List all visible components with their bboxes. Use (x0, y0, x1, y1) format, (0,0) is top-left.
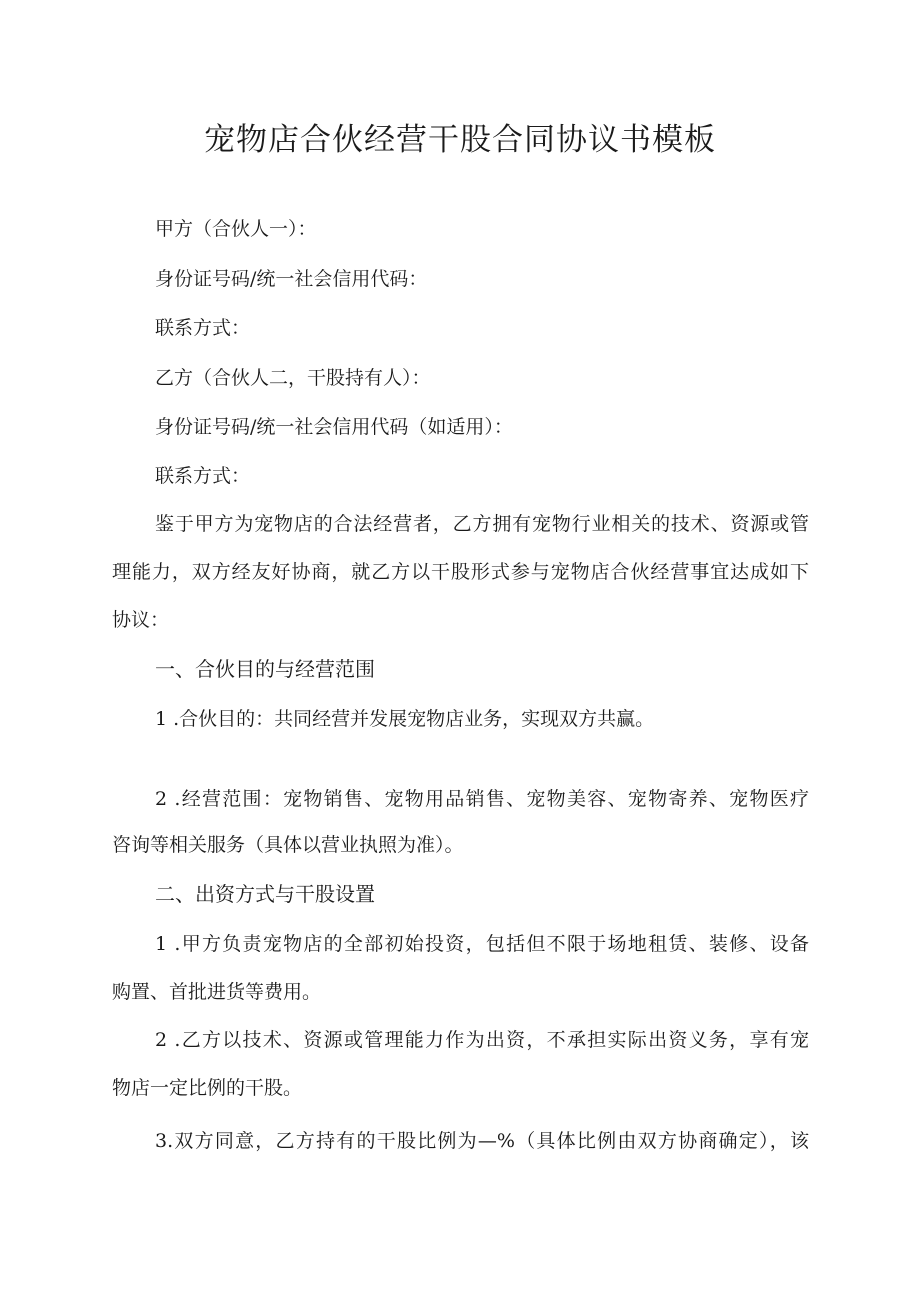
party-a-id-label: 身份证号码/统一社会信用代码： (155, 268, 428, 290)
party-a-contact-label: 联系方式： (155, 317, 251, 339)
section2-item3: 3.双方同意，乙方持有的干股比例为—%（具体比例由双方协商确定），该 (155, 1130, 809, 1152)
section2-item1-line: 购置、首批进货等费用。 (112, 981, 322, 1003)
preamble-line: 理能力，双方经友好协商，就乙方以干股形式参与宠物店合伙经营事宜达成如下 (112, 561, 809, 583)
section2-item1-line: 1 .甲方负责宠物店的全部初始投资，包括但不限于场地租赁、装修、设备 (155, 933, 809, 955)
section1-item2-line: 2 .经营范围：宠物销售、宠物用品销售、宠物美容、宠物寄养、宠物医疗 (155, 788, 809, 810)
preamble-line: 协议： (112, 609, 170, 631)
party-b-id-label: 身份证号码/统一社会信用代码（如适用）： (155, 416, 513, 438)
section2-item2-line: 2 .乙方以技术、资源或管理能力作为出资，不承担实际出资义务，享有宠 (155, 1029, 809, 1051)
party-a-label: 甲方（合伙人一）： (155, 218, 317, 240)
document-title: 宠物店合伙经营干股合同协议书模板 (204, 122, 716, 158)
party-b-label: 乙方（合伙人二，干股持有人）： (155, 367, 431, 389)
section-heading: 二、出资方式与干股设置 (155, 882, 375, 906)
section2-item2-line: 物店一定比例的干股。 (112, 1077, 303, 1099)
section-heading: 一、合伙目的与经营范围 (155, 657, 375, 681)
preamble-line: 鉴于甲方为宠物店的合法经营者，乙方拥有宠物行业相关的技术、资源或管 (155, 513, 809, 535)
party-b-contact-label: 联系方式： (155, 465, 251, 487)
section1-item2-line: 咨询等相关服务（具体以营业执照为准）。 (112, 834, 464, 856)
section1-item1: 1 .合伙目的：共同经营并发展宠物店业务，实现双方共赢。 (155, 708, 655, 730)
